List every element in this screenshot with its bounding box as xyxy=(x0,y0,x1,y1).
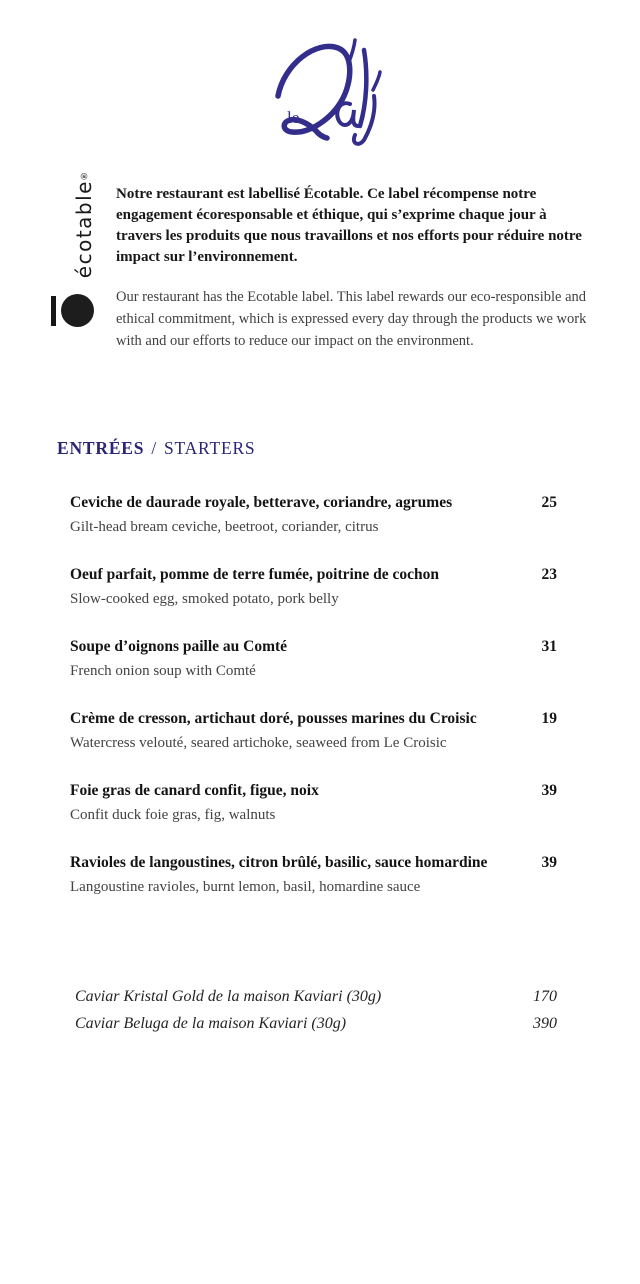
ecotable-wordmark-text: écotable xyxy=(72,180,96,279)
menu-item-row xyxy=(70,779,557,802)
supplement-name: Caviar Kristal Gold de la maison Kaviari (30g) xyxy=(75,988,382,1005)
menu-item xyxy=(70,635,557,681)
brand-le-text: le xyxy=(287,108,300,127)
supplement-price: 390 xyxy=(533,1015,557,1032)
ecotable-logo xyxy=(50,170,106,352)
supplement-item xyxy=(75,983,557,1010)
registered-mark: ® xyxy=(79,170,89,180)
supplement-name: Caviar Beluga de la maison Kaviari (30g) xyxy=(75,1015,347,1032)
menu-item-row xyxy=(70,563,557,586)
dish-description-english: Slow-cooked egg, smoked potato, pork belly xyxy=(70,591,339,607)
dish-price: 19 xyxy=(541,710,557,727)
ecotable-plate-icon xyxy=(51,294,94,327)
menu-item xyxy=(70,563,557,609)
section-heading xyxy=(0,437,640,459)
dish-description-english: Gilt-head bream ceviche, beetroot, coriander, citrus xyxy=(70,519,379,535)
menu-item-row xyxy=(70,491,557,514)
section-title-french: ENTRÉES xyxy=(57,438,145,458)
dish-name-french: Crème de cresson, artichaut doré, pousses marines du Croisic xyxy=(70,710,477,727)
supplement-price: 170 xyxy=(533,988,557,1005)
menu-item xyxy=(70,707,557,753)
dish-name-french: Ravioles de langoustines, citron brûlé, basilic, sauce homardine xyxy=(70,854,488,871)
ecotable-section xyxy=(0,170,640,352)
dish-price: 39 xyxy=(541,782,557,799)
dish-name-french: Ceviche de daurade royale, betterave, coriandre, agrumes xyxy=(70,494,453,511)
ecotable-text-french: Notre restaurant est labellisé Écotable. Ce label récompense notre engagement écoresponsable et éthique, qui s’exprime chaque jour à travers les produits que nous travaillons et nos efforts pour réduire notre impact sur l’environnement. xyxy=(116,186,582,265)
brand-header xyxy=(0,0,640,158)
menu-item-row xyxy=(70,635,557,658)
section-title-separator: / xyxy=(151,438,157,458)
section-title-english: STARTERS xyxy=(163,438,256,458)
menu-item-row xyxy=(70,851,557,874)
dish-description-english: Langoustine ravioles, burnt lemon, basil, homardine sauce xyxy=(70,879,421,895)
dish-name-french: Foie gras de canard confit, figue, noix xyxy=(70,782,319,799)
supplement-list xyxy=(0,983,640,1037)
menu-item xyxy=(70,491,557,537)
ecotable-wordmark xyxy=(74,170,94,278)
supplement-item xyxy=(75,1010,557,1037)
dish-price: 31 xyxy=(541,638,557,655)
menu-item-list xyxy=(0,491,640,897)
dish-name-french: Soupe d’oignons paille au Comté xyxy=(70,638,288,655)
menu-item xyxy=(70,779,557,825)
dish-description-english: Watercress velouté, seared artichoke, seaweed from Le Croisic xyxy=(70,735,447,751)
menu-item-row xyxy=(70,707,557,730)
le-dali-logo-icon xyxy=(254,34,386,149)
dish-description-english: French onion soup with Comté xyxy=(70,663,256,679)
dish-description-english: Confit duck foie gras, fig, walnuts xyxy=(70,807,276,823)
ecotable-description xyxy=(116,170,588,352)
dish-price: 23 xyxy=(541,566,557,583)
dish-price: 25 xyxy=(541,494,557,511)
dish-price: 39 xyxy=(541,854,557,871)
dish-name-french: Oeuf parfait, pomme de terre fumée, poitrine de cochon xyxy=(70,566,440,583)
menu-item xyxy=(70,851,557,897)
plate-bar-shape xyxy=(51,296,56,326)
ecotable-text-english: Our restaurant has the Ecotable label. This label rewards our eco-responsible and ethical commitment, which is expressed every day through the products we work with and our efforts to reduce our impact on the environment. xyxy=(116,289,587,349)
plate-dot-shape xyxy=(61,294,94,327)
